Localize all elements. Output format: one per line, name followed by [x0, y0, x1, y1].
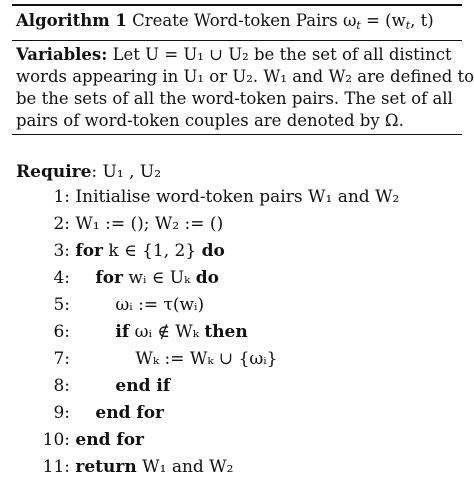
variables-line: Variables: Let U = U₁ ∪ U₂ be the set of all distinct [16, 45, 452, 64]
title-rule [12, 40, 462, 41]
algorithm-title [16, 10, 434, 32]
algorithm-step: 5: ωᵢ := τ(wᵢ) [53, 295, 205, 315]
algorithm-step: 6: if ωᵢ ∉ Wₖ then [53, 322, 248, 342]
algorithm-step: 7: Wₖ := Wₖ ∪ {ωᵢ} [53, 349, 278, 369]
algorithm-step: 10: end for [42, 430, 144, 450]
variables-line: be the sets of all the word-token pairs. The set of all [16, 89, 453, 108]
algorithm-title-text: Create Word-token Pairs $\omega_t = (w_t$, t) [132, 11, 434, 32]
variables-rule [12, 134, 462, 135]
algorithm-step: 8: end if [53, 376, 171, 396]
variables-block [16, 44, 474, 132]
algorithm-box [12, 0, 474, 484]
algorithm-step: 1: Initialise word-token pairs W₁ and W₂ [53, 187, 400, 207]
algorithm-step: 9: end for [53, 403, 164, 423]
algorithm-step: 3: for k ∈ {1, 2} do [53, 241, 225, 261]
top-rule [12, 4, 462, 6]
require-line: Require: U₁ , U₂ [16, 162, 162, 182]
algorithm-step: 2: W₁ := (); W₂ := () [53, 214, 224, 234]
algorithm-step: 4: for wᵢ ∈ Uₖ do [53, 268, 219, 288]
algorithm-label: Algorithm 1 [16, 11, 127, 30]
algorithm-step: 11: return W₁ and W₂ [42, 457, 234, 477]
variables-line: pairs of word-token couples are denoted by Ω. [16, 111, 404, 130]
variables-line: words appearing in U₁ or U₂. W₁ and W₂ are defined to [16, 67, 474, 86]
